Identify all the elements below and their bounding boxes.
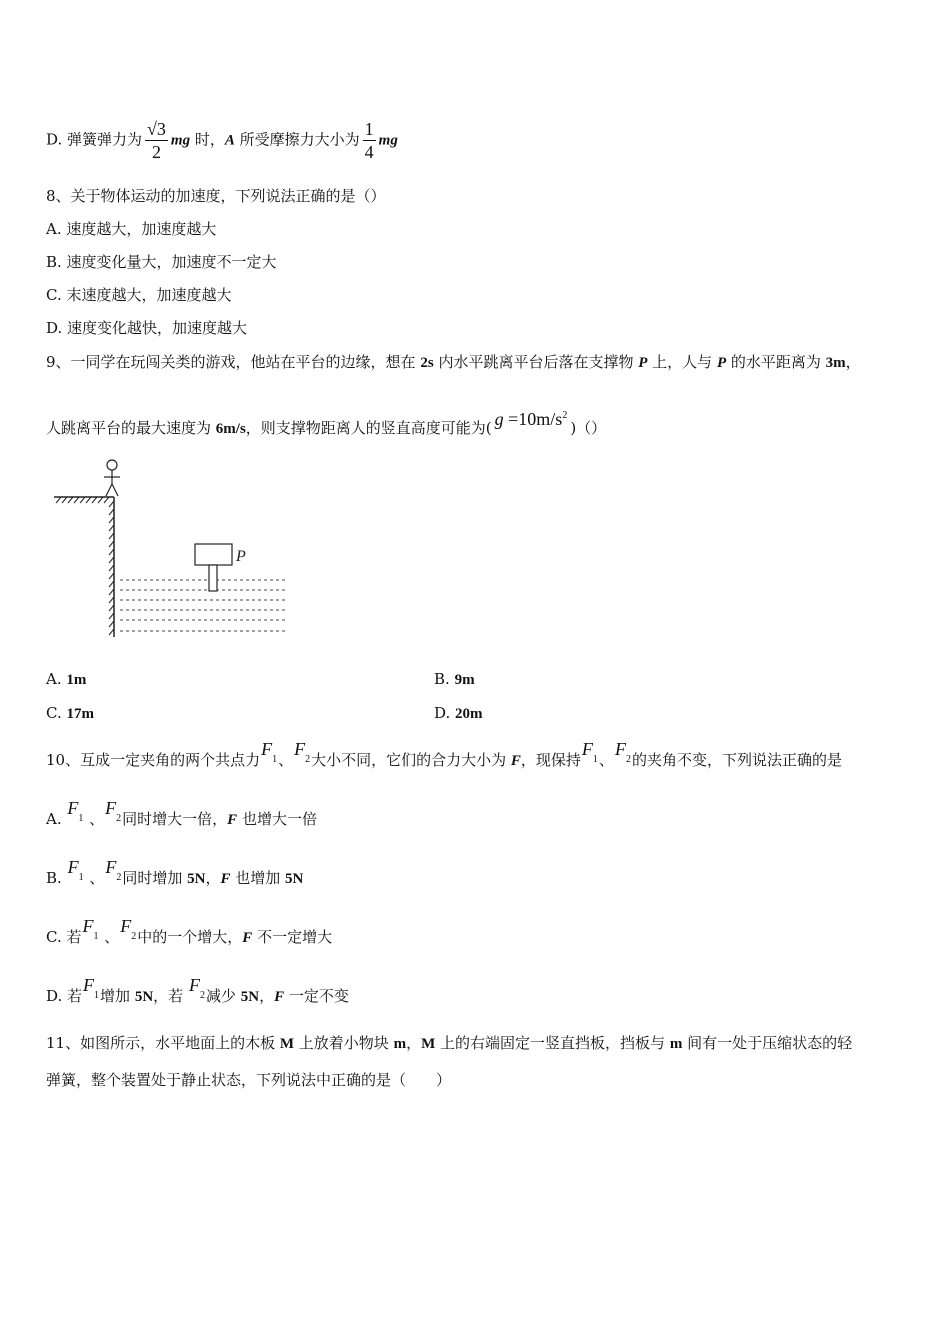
- q8-option-b: B. 速度变化量大，加速度不一定大: [46, 253, 277, 271]
- force-f1: $F_1$: [82, 916, 99, 942]
- q8-stem: 8、关于物体运动的加速度，下列说法正确的是（）: [46, 187, 386, 205]
- force-f2: $F_2$: [105, 798, 122, 824]
- mg-symbol: mg: [170, 132, 191, 149]
- mg-symbol: mg: [378, 132, 398, 149]
- label-p: P: [236, 548, 246, 565]
- q10-stem: 10、互成一定夹角的两个共点力$F_1$、$F_2$大小不同，它们的合力大小为 F，现保持$F_1$、$F_2$的夹角不变，下列说法正确的是: [46, 739, 842, 769]
- force-f2: $F_2$: [120, 916, 137, 942]
- force-f1: $F_1$: [581, 739, 598, 765]
- q11-stem-line2: 弹簧，整个装置处于静止状态，下列说法中正确的是（ ）: [46, 1071, 452, 1089]
- q9-stem-line2: 人跳离平台的最大速度为 6m/s，则支撑物距离人的竖直高度可能为( $g =10m/s^2)()$: [46, 414, 606, 439]
- force-f1: $F_1$: [67, 798, 84, 824]
- q9-option-c: C. 17m: [46, 704, 94, 722]
- support-post: [209, 565, 217, 591]
- q8-option-a: A. 速度越大，加速度越大: [46, 220, 217, 238]
- q9-option-a: A. 1m: [46, 670, 87, 688]
- q7-d-prefix: D. 弹簧弹力为: [46, 130, 143, 149]
- q9-figure: [50, 455, 300, 645]
- water-lines: [120, 580, 286, 631]
- q8-option-c: C. 末速度越大，加速度越大: [46, 286, 232, 304]
- fraction-1-over-4: $\frac{1}{4}$: [364, 119, 374, 162]
- force-f2: $F_2$: [294, 739, 311, 765]
- person-icon: [104, 460, 120, 496]
- q8-option-d: D. 速度变化越快，加速度越大: [46, 319, 248, 337]
- q10-option-b: B. $F_1$ 、$F_2$同时增加 5N，F 也增加 5N: [46, 857, 304, 887]
- symbol-a: A: [224, 132, 235, 149]
- force-f1: $F_1$: [261, 739, 278, 765]
- fraction-sqrt3-over-2: $\frac{√3}{2}$: [147, 119, 166, 162]
- q7-option-d: D. 弹簧弹力为 $\frac{√3}{2}$ mg 时，A 所受摩擦力大小为 $\frac{1}{4}$ mg: [46, 119, 398, 162]
- q9-option-b: B. 9m: [434, 670, 475, 688]
- q10-option-d: D. 若$F_1$增加 5N，若 $F_2$减少 5N，F 一定不变: [46, 975, 349, 1005]
- support-platform-p: [195, 544, 232, 565]
- q10-option-a: A. $F_1$ 、$F_2$同时增大一倍，F 也增大一倍: [46, 798, 317, 828]
- q9-stem-line1: 9、一同学在玩闯关类的游戏，他站在平台的边缘，想在 2s 内水平跳离平台后落在支撑物 P 上，人与 P 的水平距离为 3m，: [46, 353, 861, 371]
- q10-option-c: C. 若$F_1$ 、$F_2$中的一个增大，F 不一定增大: [46, 916, 333, 946]
- gravity-expression: $g =10m/s^2$: [494, 409, 568, 429]
- force-f2: $F_2$: [105, 857, 122, 883]
- force-f2: $F_2$: [614, 739, 631, 765]
- platform-hatching: [56, 497, 109, 503]
- force-f2: $F_2$: [188, 975, 205, 1001]
- q11-stem-line1: 11、如图所示，水平地面上的木板 M 上放着小物块 m，M 上的右端固定一竖直挡板，挡板与 m 间有一处于压缩状态的轻: [46, 1034, 853, 1052]
- force-f1: $F_1$: [67, 857, 84, 883]
- q9-option-d: D. 20m: [434, 704, 483, 722]
- force-f1: $F_1$: [83, 975, 100, 1001]
